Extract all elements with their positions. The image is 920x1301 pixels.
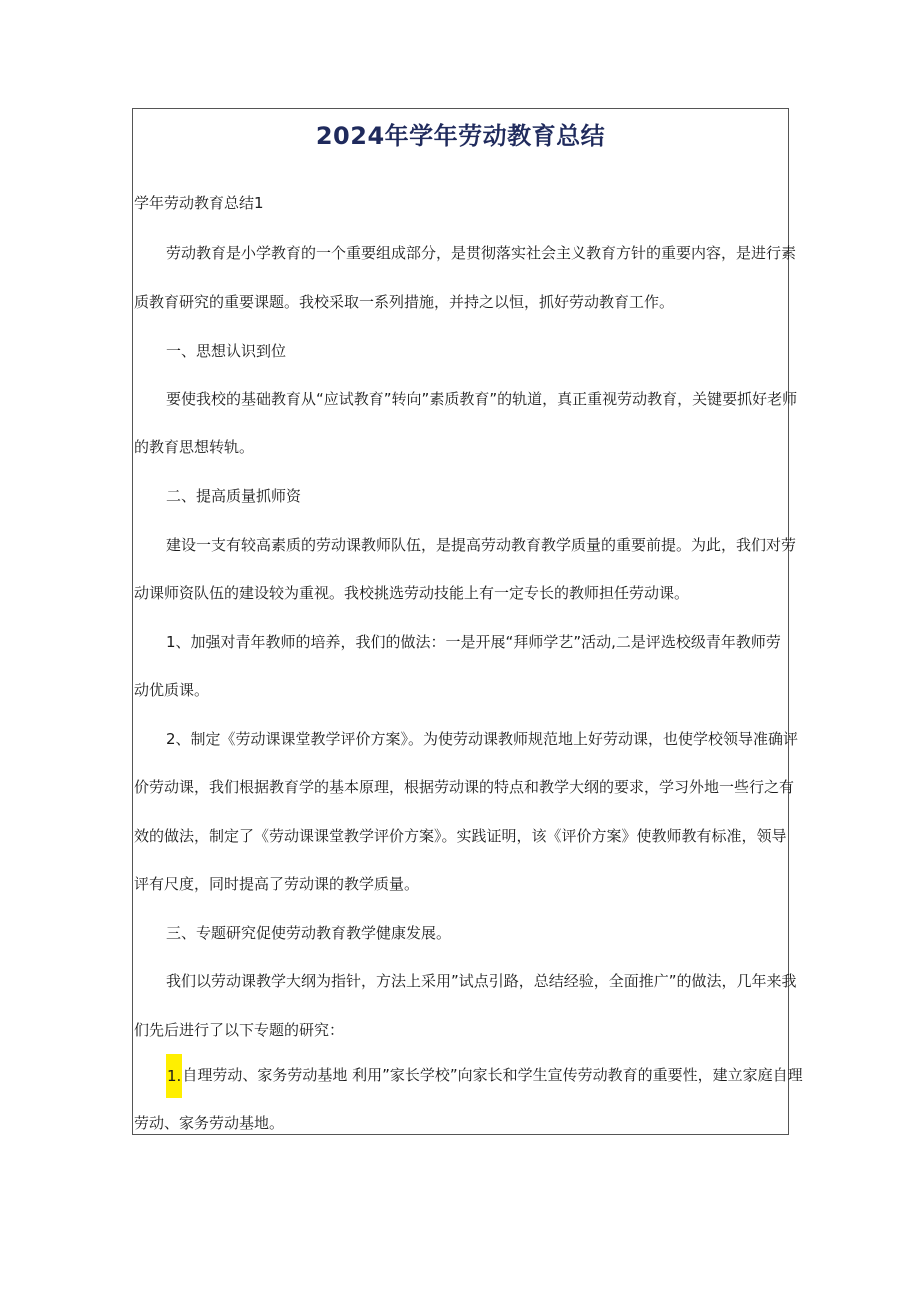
paragraph-line: 们先后进行了以下专题的研究： [134, 1021, 345, 1039]
paragraph-line: 劳动、家务劳动基地。 [134, 1114, 285, 1132]
section-heading: 学年劳动教育总结1 [134, 194, 264, 212]
paragraph-line: 劳动教育是小学教育的一个重要组成部分，是贯彻落实社会主义教育方针的重要内容，是进行素 [166, 244, 797, 262]
paragraph-line: 价劳动课，我们根据教育学的基本原理，根据劳动课的特点和教学大纲的要求，学习外地一些行之有 [134, 778, 795, 796]
list-item-text: 自理劳动、家务劳动基地 利用”家长学校”向家长和学生宣传劳动教育的重要性，建立家庭自理 [182, 1066, 803, 1084]
paragraph-line: 动优质课。 [134, 681, 210, 699]
paragraph-line: 的教育思想转轨。 [134, 438, 255, 456]
highlighted-marker: 1. [166, 1054, 182, 1098]
paragraph-line: 质教育研究的重要课题。我校采取一系列措施，并持之以恒，抓好劳动教育工作。 [134, 293, 675, 311]
section-heading: 二、提高质量抓师资 [166, 487, 302, 505]
section-heading: 三、专题研究促使劳动教育教学健康发展。 [166, 924, 452, 942]
document-title: 2024年学年劳动教育总结 [315, 122, 606, 150]
list-item [134, 1053, 803, 1098]
paragraph-line: 评有尺度，同时提高了劳动课的教学质量。 [134, 875, 420, 893]
paragraph-line: 建设一支有较高素质的劳动课教师队伍，是提高劳动教育教学质量的重要前提。为此，我们对劳 [166, 536, 797, 554]
paragraph-line: 动课师资队伍的建设较为重视。我校挑选劳动技能上有一定专长的教师担任劳动课。 [134, 584, 690, 602]
paragraph-line: 我们以劳动课教学大纲为指针，方法上采用”试点引路，总结经验，全面推广”的做法，几年来我 [166, 972, 797, 990]
paragraph-line: 效的做法，制定了《劳动课课堂教学评价方案》。实践证明，该《评价方案》使教师教有标准，领导 [134, 827, 787, 845]
section-heading: 一、思想认识到位 [166, 342, 287, 360]
paragraph-line: 1、加强对青年教师的培养，我们的做法：一是开展“拜师学艺”活动,二是评选校级青年教师劳 [166, 633, 781, 651]
paragraph-line: 2、制定《劳动课课堂教学评价方案》。为使劳动课教师规范地上好劳动课，也使学校领导准确评 [166, 730, 799, 748]
paragraph-line: 要使我校的基础教育从“应试教育”转向”素质教育”的轨道，真正重视劳动教育，关键要抓好老师 [166, 390, 798, 408]
